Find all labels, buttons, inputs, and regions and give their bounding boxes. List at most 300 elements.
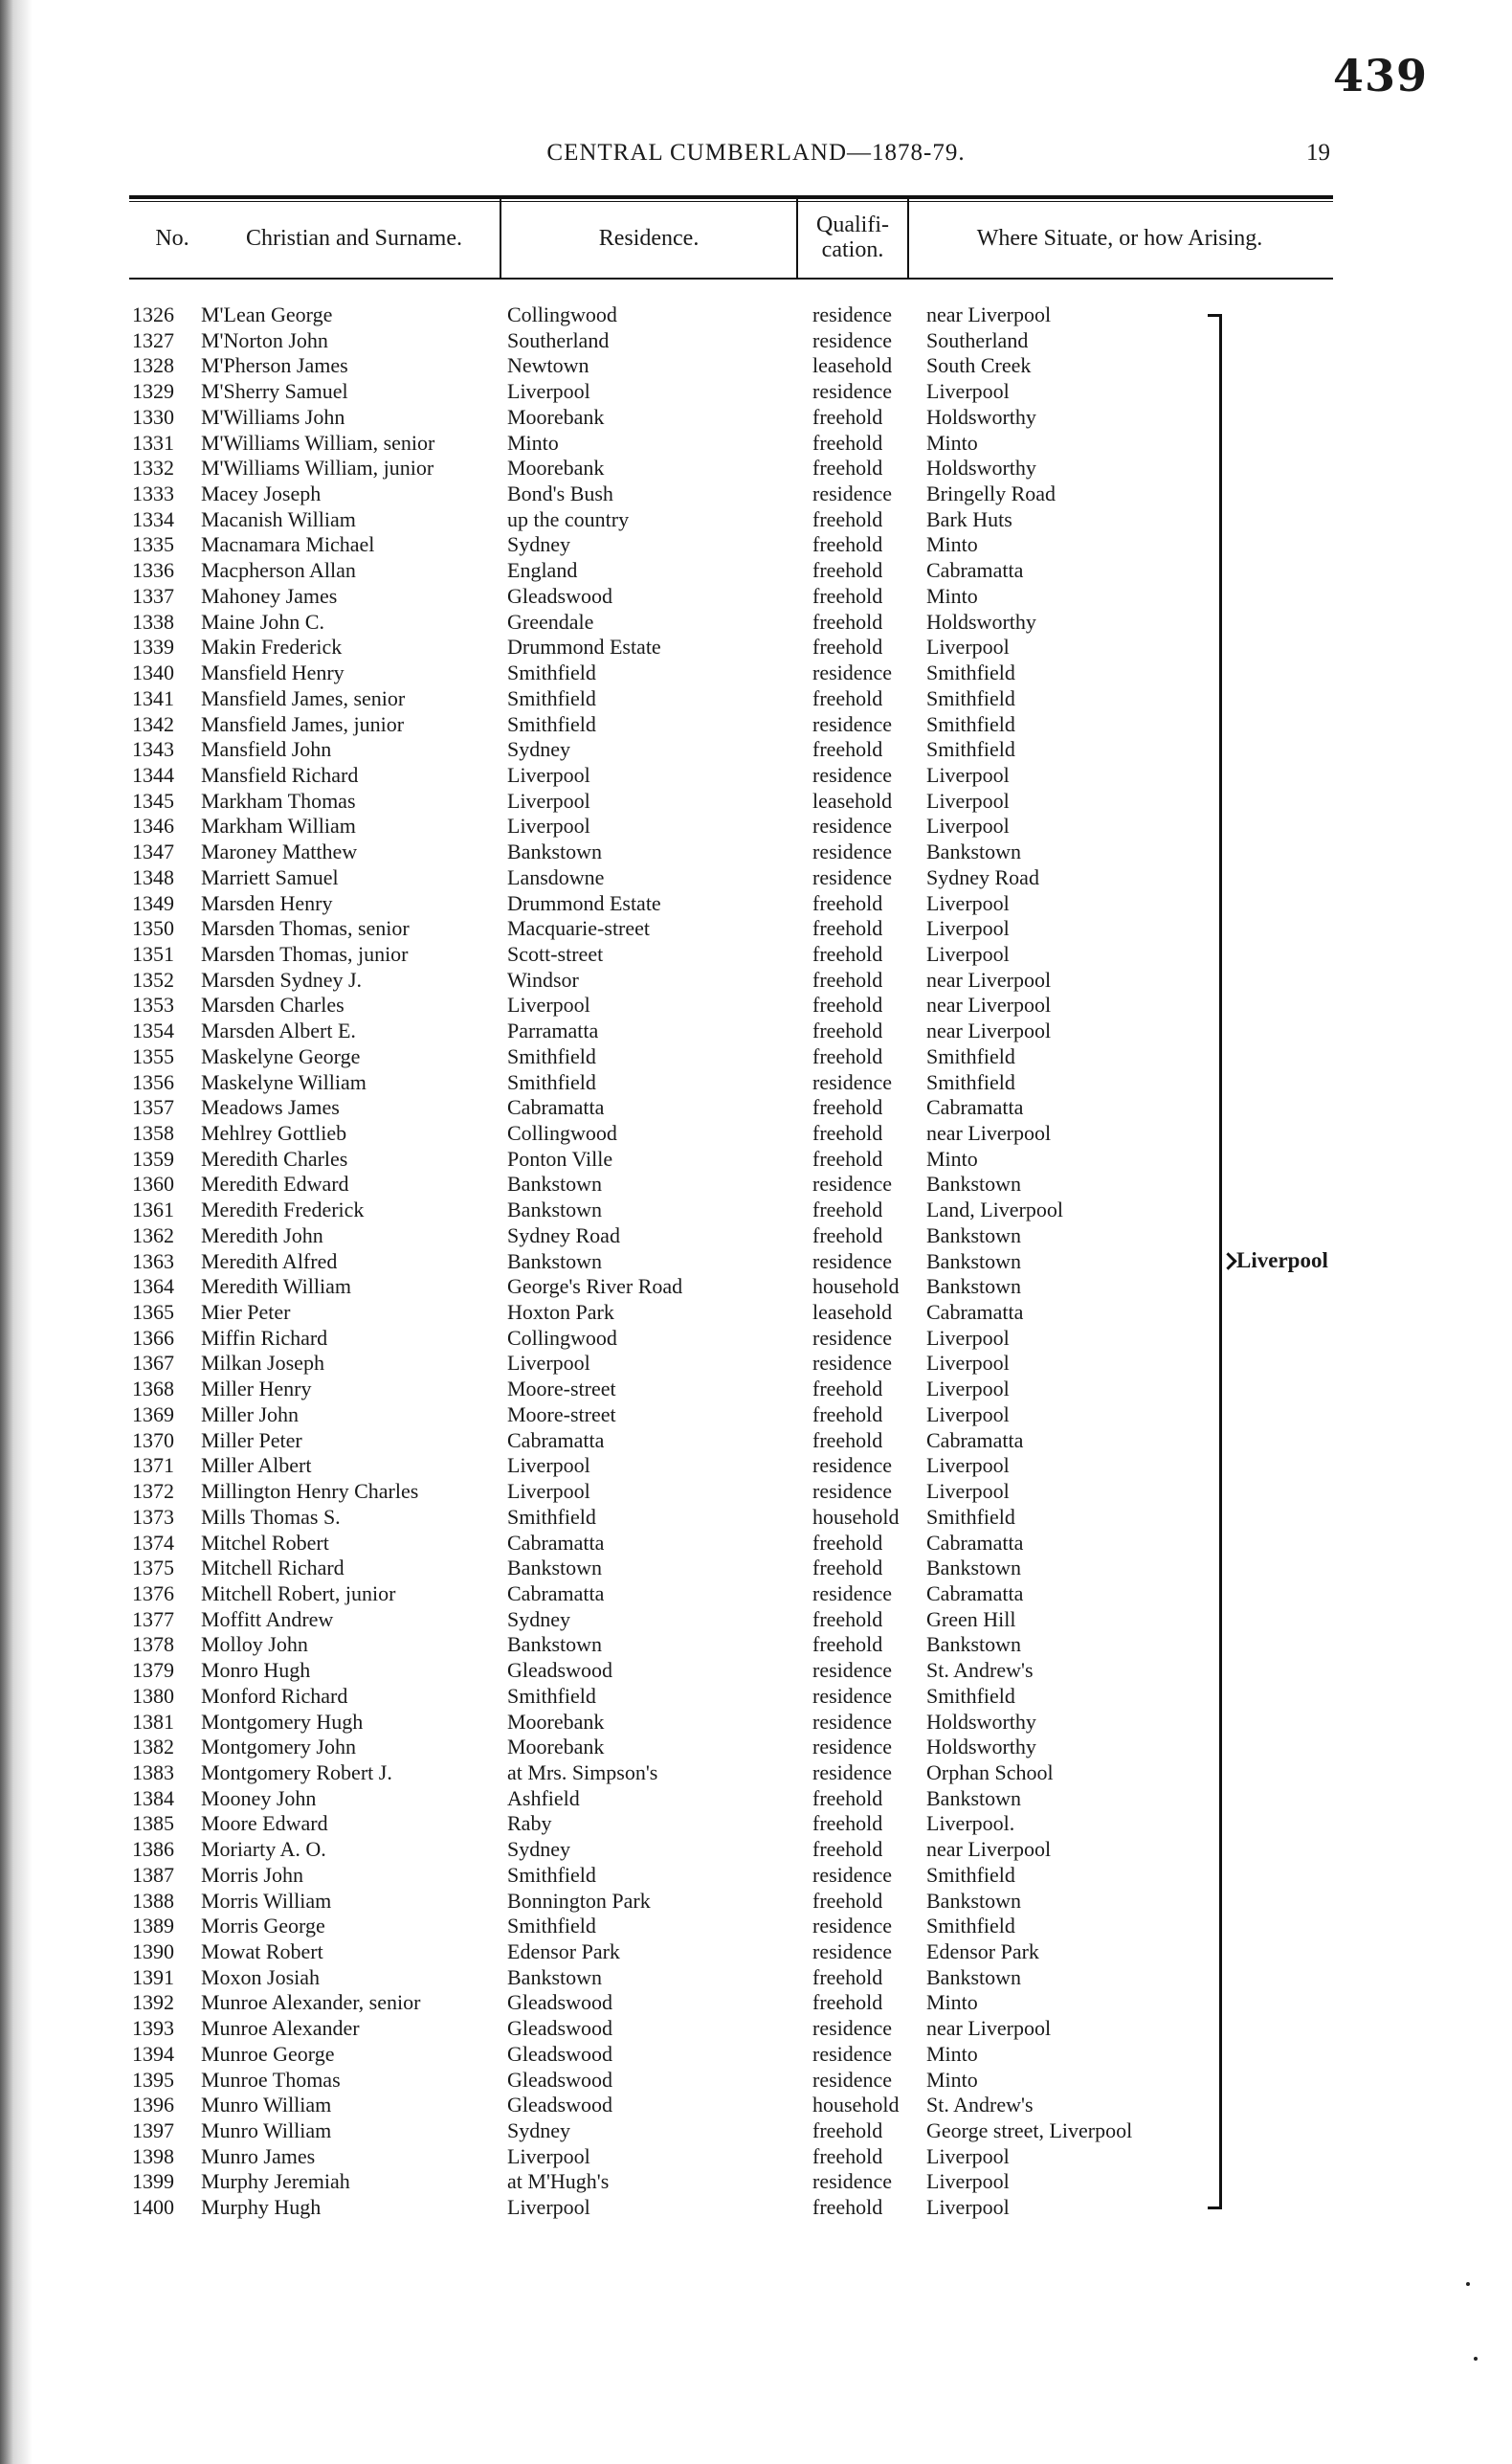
entry-number: 1338 xyxy=(132,609,174,634)
table-row xyxy=(0,968,1512,994)
qualification: freehold xyxy=(812,993,883,1018)
elector-name: Miller Peter xyxy=(201,1427,302,1452)
entry-number: 1386 xyxy=(132,1837,174,1862)
where-situate: Liverpool xyxy=(926,916,1010,941)
residence: Moore-street xyxy=(507,1377,616,1401)
entry-number: 1361 xyxy=(132,1198,174,1222)
residence: Liverpool xyxy=(507,762,590,787)
entry-number: 1355 xyxy=(132,1043,174,1068)
residence: Scott-street xyxy=(507,941,604,966)
qualification: residence xyxy=(812,302,893,326)
table-row xyxy=(0,840,1512,865)
table-row xyxy=(0,456,1512,482)
qualification: leasehold xyxy=(812,1300,893,1325)
table-row xyxy=(0,1505,1512,1531)
qualification: freehold xyxy=(812,1556,883,1580)
residence: Lansdowne xyxy=(507,864,605,889)
elector-name: Moxon Josiah xyxy=(201,1964,321,1989)
table-row xyxy=(0,482,1512,507)
elector-name: Moore Edward xyxy=(201,1811,328,1836)
residence: Southerland xyxy=(507,327,610,352)
residence: Cabramatta xyxy=(507,1530,605,1555)
residence: Gleadswood xyxy=(507,583,612,608)
brace-label: Liverpool xyxy=(1236,1248,1328,1272)
residence: Moorebank xyxy=(507,456,605,481)
qualification: residence xyxy=(812,1914,893,1938)
qualification: freehold xyxy=(812,890,883,915)
table-row xyxy=(0,353,1512,379)
entry-number: 1332 xyxy=(132,456,174,481)
column-header-no: No. xyxy=(155,226,189,251)
residence: Liverpool xyxy=(507,379,590,404)
running-head: CENTRAL CUMBERLAND—1878-79. xyxy=(546,140,966,166)
residence: at Mrs. Simpson's xyxy=(507,1759,658,1784)
where-situate: Smithfield xyxy=(926,1862,1015,1887)
column-divider xyxy=(796,199,798,280)
where-situate: Smithfield xyxy=(926,685,1015,710)
residence: at M'Hugh's xyxy=(507,2169,610,2194)
entry-number: 1390 xyxy=(132,1939,174,1963)
entry-number: 1363 xyxy=(132,1248,174,1273)
residence: Smithfield xyxy=(507,1862,596,1887)
where-situate: Smithfield xyxy=(926,1043,1015,1068)
elector-name: M'Williams William, junior xyxy=(201,456,434,481)
residence: Drummond Estate xyxy=(507,890,661,915)
residence: Smithfield xyxy=(507,1069,596,1094)
elector-name: Markham William xyxy=(201,814,356,839)
qualification: freehold xyxy=(812,1785,883,1810)
table-row xyxy=(0,1632,1512,1658)
qualification: residence xyxy=(812,327,893,352)
residence: Sydney xyxy=(507,1606,570,1631)
where-situate: Liverpool xyxy=(926,814,1010,839)
where-situate: Liverpool xyxy=(926,941,1010,966)
residence: Bankstown xyxy=(507,1248,602,1273)
qualification: residence xyxy=(812,482,893,506)
entry-number: 1396 xyxy=(132,2093,174,2117)
residence: Liverpool xyxy=(507,1479,590,1504)
elector-name: Munro James xyxy=(201,2143,316,2168)
where-situate: Minto xyxy=(926,1146,978,1171)
elector-name: Marriett Samuel xyxy=(201,864,339,889)
elector-name: Morris William xyxy=(201,1888,332,1913)
table-row xyxy=(0,610,1512,636)
where-situate: Minto xyxy=(926,2041,978,2066)
table-row xyxy=(0,891,1512,917)
elector-name: Meadows James xyxy=(201,1095,340,1120)
elector-name: Mier Peter xyxy=(201,1300,291,1325)
page-number: 439 xyxy=(1332,50,1428,101)
entry-number: 1371 xyxy=(132,1453,174,1478)
table-row xyxy=(0,1786,1512,1812)
residence: Gleadswood xyxy=(507,2041,612,2066)
residence: Liverpool xyxy=(507,1351,590,1376)
where-situate: Holdsworthy xyxy=(926,456,1036,481)
table-row xyxy=(0,1351,1512,1377)
elector-name: Mills Thomas S. xyxy=(201,1504,341,1529)
residence: Smithfield xyxy=(507,1043,596,1068)
entry-number: 1400 xyxy=(132,2195,174,2220)
entry-number: 1394 xyxy=(132,2041,174,2066)
qualification: residence xyxy=(812,864,893,889)
qualification: residence xyxy=(812,1862,893,1887)
column-header-name: Christian and Surname. xyxy=(246,226,462,251)
table-row xyxy=(0,2068,1512,2094)
entry-number: 1397 xyxy=(132,2118,174,2143)
residence: England xyxy=(507,558,578,583)
scan-speck xyxy=(1474,2357,1478,2361)
table-row xyxy=(0,1658,1512,1684)
qualification: residence xyxy=(812,1580,893,1605)
table-row xyxy=(0,1121,1512,1147)
entry-number: 1360 xyxy=(132,1172,174,1197)
qualification: freehold xyxy=(812,1198,883,1222)
entry-number: 1383 xyxy=(132,1759,174,1784)
elector-name: Makin Frederick xyxy=(201,635,343,660)
where-situate: Liverpool xyxy=(926,1453,1010,1478)
elector-name: Morris John xyxy=(201,1862,303,1887)
elector-name: Marsden Sydney J. xyxy=(201,967,363,992)
entry-number: 1373 xyxy=(132,1504,174,1529)
table-row xyxy=(0,584,1512,610)
residence: Smithfield xyxy=(507,685,596,710)
entry-number: 1368 xyxy=(132,1377,174,1401)
qualification: residence xyxy=(812,2169,893,2194)
entry-number: 1359 xyxy=(132,1146,174,1171)
entry-number: 1381 xyxy=(132,1709,174,1734)
qualification: freehold xyxy=(812,1427,883,1452)
elector-name: Munroe Alexander, senior xyxy=(201,1990,421,2015)
where-situate: Bankstown xyxy=(926,1888,1021,1913)
where-situate: near Liverpool xyxy=(926,1019,1052,1043)
elector-name: Mansfield Richard xyxy=(201,762,359,787)
qualification: freehold xyxy=(812,2143,883,2168)
where-situate: Liverpool xyxy=(926,2169,1010,2194)
qualification: residence xyxy=(812,840,893,864)
table-row xyxy=(0,2118,1512,2144)
header-bottom-rule xyxy=(129,278,1333,280)
qualification: residence xyxy=(812,2067,893,2092)
qualification: freehold xyxy=(812,506,883,531)
where-situate: Sydney Road xyxy=(926,864,1039,889)
residence: Bankstown xyxy=(507,1632,602,1657)
qualification: residence xyxy=(812,1325,893,1350)
elector-name: M'Norton John xyxy=(201,327,328,352)
where-situate: near Liverpool xyxy=(926,302,1052,326)
elector-name: Mansfield Henry xyxy=(201,661,345,685)
qualification: freehold xyxy=(812,941,883,966)
table-row xyxy=(0,993,1512,1019)
table-row xyxy=(0,1377,1512,1402)
qualification: freehold xyxy=(812,967,883,992)
where-situate: Holdsworthy xyxy=(926,1709,1036,1734)
qualification: freehold xyxy=(812,916,883,941)
residence: Liverpool xyxy=(507,788,590,813)
scan-speck xyxy=(1466,2282,1470,2286)
table-row xyxy=(0,1044,1512,1070)
elector-name: Macanish William xyxy=(201,506,356,531)
qualification: residence xyxy=(812,2016,893,2041)
residence: up the country xyxy=(507,506,630,531)
residence: Liverpool xyxy=(507,1453,590,1478)
entry-number: 1342 xyxy=(132,711,174,736)
qualification: household xyxy=(812,2093,900,2117)
qualification: freehold xyxy=(812,1606,883,1631)
elector-name: Marsden Henry xyxy=(201,890,333,915)
residence: Bonnington Park xyxy=(507,1888,651,1913)
qualification: freehold xyxy=(812,1888,883,1913)
elector-name: Munroe Alexander xyxy=(201,2016,360,2041)
entry-number: 1352 xyxy=(132,967,174,992)
column-header-residence: Residence. xyxy=(598,226,700,251)
residence: Bankstown xyxy=(507,1964,602,1989)
table-row xyxy=(0,1274,1512,1300)
entry-number: 1331 xyxy=(132,430,174,455)
elector-name: Mitchell Richard xyxy=(201,1556,345,1580)
entry-number: 1399 xyxy=(132,2169,174,2194)
entry-number: 1395 xyxy=(132,2067,174,2092)
table-row xyxy=(0,532,1512,558)
qualification: freehold xyxy=(812,2118,883,2143)
table-row xyxy=(0,635,1512,661)
residence: Sydney xyxy=(507,737,570,762)
elector-name: Markham Thomas xyxy=(201,788,356,813)
table-row xyxy=(0,789,1512,815)
elector-name: Morris George xyxy=(201,1914,325,1938)
residence: Bond's Bush xyxy=(507,482,613,506)
qualification: leasehold xyxy=(812,353,893,378)
elector-name: M'Pherson James xyxy=(201,353,348,378)
table-row xyxy=(0,1531,1512,1557)
entry-number: 1365 xyxy=(132,1300,174,1325)
residence: Collingwood xyxy=(507,1121,617,1145)
where-situate: near Liverpool xyxy=(926,993,1052,1018)
entry-number: 1362 xyxy=(132,1222,174,1247)
table-row xyxy=(0,865,1512,891)
table-row xyxy=(0,1223,1512,1249)
elector-name: Marsden Thomas, junior xyxy=(201,941,409,966)
qualification: freehold xyxy=(812,1095,883,1120)
residence: Smithfield xyxy=(507,1683,596,1708)
where-situate: Bankstown xyxy=(926,1556,1021,1580)
residence: Smithfield xyxy=(507,711,596,736)
table-row xyxy=(0,763,1512,789)
elector-name: Mitchel Robert xyxy=(201,1530,329,1555)
where-situate: near Liverpool xyxy=(926,2016,1052,2041)
elector-name: Milkan Joseph xyxy=(201,1351,324,1376)
entry-number: 1347 xyxy=(132,840,174,864)
entry-number: 1327 xyxy=(132,327,174,352)
table-row xyxy=(0,507,1512,533)
residence: Bankstown xyxy=(507,840,602,864)
qualification: residence xyxy=(812,1069,893,1094)
entry-number: 1340 xyxy=(132,661,174,685)
table-row xyxy=(0,1453,1512,1479)
elector-name: Macey Joseph xyxy=(201,482,322,506)
qualification: residence xyxy=(812,762,893,787)
entry-number: 1339 xyxy=(132,635,174,660)
residence: Cabramatta xyxy=(507,1427,605,1452)
entry-number: 1343 xyxy=(132,737,174,762)
where-situate: Liverpool xyxy=(926,2143,1010,2168)
where-situate: Edensor Park xyxy=(926,1939,1039,1963)
table-row xyxy=(0,1147,1512,1173)
where-situate: Minto xyxy=(926,430,978,455)
elector-name: Moffitt Andrew xyxy=(201,1606,334,1631)
qualification: freehold xyxy=(812,456,883,481)
qualification: residence xyxy=(812,814,893,839)
table-row xyxy=(0,431,1512,457)
qualification: freehold xyxy=(812,532,883,557)
table-row xyxy=(0,1581,1512,1607)
residence: Sydney xyxy=(507,532,570,557)
residence: Moorebank xyxy=(507,404,605,429)
residence: Gleadswood xyxy=(507,2016,612,2041)
elector-name: Millington Henry Charles xyxy=(201,1479,419,1504)
qualification: freehold xyxy=(812,609,883,634)
brace-bottom-tick xyxy=(1208,2206,1222,2209)
entry-number: 1392 xyxy=(132,1990,174,2015)
where-situate: Minto xyxy=(926,583,978,608)
where-situate: Liverpool xyxy=(926,1325,1010,1350)
table-row xyxy=(0,1863,1512,1889)
table-row xyxy=(0,1172,1512,1198)
where-situate: Bringelly Road xyxy=(926,482,1056,506)
elector-name: Monro Hugh xyxy=(201,1658,311,1683)
residence: Liverpool xyxy=(507,2143,590,2168)
residence: Collingwood xyxy=(507,302,617,326)
qualification: freehold xyxy=(812,1401,883,1426)
entry-number: 1328 xyxy=(132,353,174,378)
table-row xyxy=(0,737,1512,763)
residence: Gleadswood xyxy=(507,1658,612,1683)
residence: Bankstown xyxy=(507,1198,602,1222)
entry-number: 1378 xyxy=(132,1632,174,1657)
table-row xyxy=(0,1070,1512,1096)
entry-number: 1398 xyxy=(132,2143,174,2168)
where-situate: Smithfield xyxy=(926,1069,1015,1094)
where-situate: Cabramatta xyxy=(926,1427,1024,1452)
elector-name: Meredith William xyxy=(201,1274,351,1299)
table-row xyxy=(0,686,1512,712)
residence: Gleadswood xyxy=(507,2093,612,2117)
residence: Gleadswood xyxy=(507,1990,612,2015)
where-situate: Green Hill xyxy=(926,1606,1016,1631)
table-row xyxy=(0,1095,1512,1121)
where-situate: Smithfield xyxy=(926,737,1015,762)
entry-number: 1382 xyxy=(132,1735,174,1759)
elector-name: Montgomery Hugh xyxy=(201,1709,364,1734)
where-situate: Holdsworthy xyxy=(926,404,1036,429)
table-row xyxy=(0,405,1512,431)
elector-name: Miller Henry xyxy=(201,1377,312,1401)
where-situate: Cabramatta xyxy=(926,1530,1024,1555)
qualification: residence xyxy=(812,1453,893,1478)
header-top-rule-thin xyxy=(129,201,1333,202)
where-situate: Bankstown xyxy=(926,1172,1021,1197)
residence: Gleadswood xyxy=(507,2067,612,2092)
elector-name: Munroe Thomas xyxy=(201,2067,341,2092)
table-row xyxy=(0,1760,1512,1786)
column-header-where: Where Situate, or how Arising. xyxy=(976,226,1263,251)
where-situate: Minto xyxy=(926,532,978,557)
elector-name: Marsden Thomas, senior xyxy=(201,916,410,941)
elector-name: Mansfield James, senior xyxy=(201,685,406,710)
where-situate: Liverpool xyxy=(926,890,1010,915)
table-row xyxy=(0,302,1512,328)
table-row xyxy=(0,2195,1512,2221)
elector-name: Monford Richard xyxy=(201,1683,348,1708)
table-row xyxy=(0,1428,1512,1454)
entry-number: 1372 xyxy=(132,1479,174,1504)
qualification: residence xyxy=(812,1248,893,1273)
qualification: residence xyxy=(812,661,893,685)
qualification: residence xyxy=(812,711,893,736)
qualification: household xyxy=(812,1504,900,1529)
where-situate: St. Andrew's xyxy=(926,1658,1034,1683)
residence: Moorebank xyxy=(507,1709,605,1734)
where-situate: Bark Huts xyxy=(926,506,1012,531)
entry-number: 1353 xyxy=(132,993,174,1018)
residence: Moorebank xyxy=(507,1735,605,1759)
elector-name: Meredith John xyxy=(201,1222,323,1247)
entry-number: 1345 xyxy=(132,788,174,813)
elector-name: Mansfield James, junior xyxy=(201,711,405,736)
entry-number: 1341 xyxy=(132,685,174,710)
where-situate: Minto xyxy=(926,1990,978,2015)
residence: Moore-street xyxy=(507,1401,616,1426)
entry-number: 1349 xyxy=(132,890,174,915)
entry-number: 1334 xyxy=(132,506,174,531)
residence: Hoxton Park xyxy=(507,1300,614,1325)
table-row xyxy=(0,661,1512,686)
residence: Macquarie-street xyxy=(507,916,651,941)
entry-number: 1375 xyxy=(132,1556,174,1580)
elector-name: Macpherson Allan xyxy=(201,558,356,583)
qualification: freehold xyxy=(812,1811,883,1836)
qualification: residence xyxy=(812,1939,893,1963)
entry-number: 1393 xyxy=(132,2016,174,2041)
entry-number: 1370 xyxy=(132,1427,174,1452)
entry-number: 1335 xyxy=(132,532,174,557)
where-situate: Liverpool xyxy=(926,762,1010,787)
where-situate: Liverpool xyxy=(926,2195,1010,2220)
qualification: freehold xyxy=(812,430,883,455)
residence: Sydney xyxy=(507,2118,570,2143)
table-row xyxy=(0,1889,1512,1915)
elector-name: Maine John C. xyxy=(201,609,324,634)
table-row xyxy=(0,1326,1512,1352)
residence: Liverpool xyxy=(507,814,590,839)
qualification: residence xyxy=(812,1735,893,1759)
table-row xyxy=(0,916,1512,942)
qualification: leasehold xyxy=(812,788,893,813)
where-situate: near Liverpool xyxy=(926,967,1052,992)
entry-number: 1344 xyxy=(132,762,174,787)
residence: Greendale xyxy=(507,609,594,634)
entry-number: 1329 xyxy=(132,379,174,404)
residence: Edensor Park xyxy=(507,1939,620,1963)
where-situate: Holdsworthy xyxy=(926,609,1036,634)
entry-number: 1346 xyxy=(132,814,174,839)
qualification: residence xyxy=(812,2041,893,2066)
qualification: residence xyxy=(812,1479,893,1504)
qualification: residence xyxy=(812,1683,893,1708)
elector-name: Macnamara Michael xyxy=(201,532,375,557)
entry-number: 1337 xyxy=(132,583,174,608)
residence: Ashfield xyxy=(507,1785,580,1810)
entry-number: 1336 xyxy=(132,558,174,583)
